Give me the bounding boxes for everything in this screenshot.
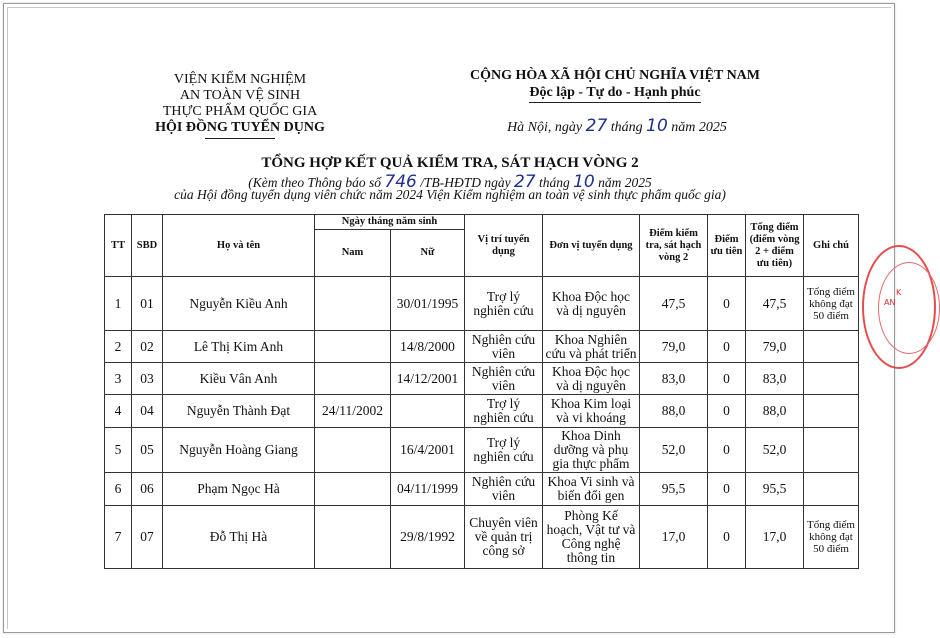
date-year: năm 2025 xyxy=(671,120,727,135)
national-motto: Độc lập - Tự do - Hạnh phúc xyxy=(529,84,700,103)
org-line-3: THỰC PHẨM QUỐC GIA xyxy=(162,104,318,119)
cell-name: Đỗ Thị Hà xyxy=(163,506,315,569)
cell-tt: 4 xyxy=(105,395,132,428)
table-row xyxy=(105,395,859,428)
cell-total: 83,0 xyxy=(746,363,804,395)
org-underline xyxy=(205,138,275,139)
header-note: Ghi chú xyxy=(804,215,859,277)
cell-name: Kiều Vân Anh xyxy=(163,363,315,395)
cell-score: 79,0 xyxy=(640,331,708,363)
cell-note: Tổng điểm không đạt 50 điểm xyxy=(804,277,859,331)
cell-tt: 2 xyxy=(105,331,132,363)
cell-total: 88,0 xyxy=(746,395,804,428)
cell-position: Chuyên viên về quản trị công sở xyxy=(465,506,543,569)
table-row xyxy=(105,506,859,569)
cell-position: Trợ lý nghiên cứu xyxy=(465,277,543,331)
cell-male xyxy=(315,331,391,363)
cell-name: Lê Thị Kim Anh xyxy=(163,331,315,363)
cell-male xyxy=(315,428,391,473)
cell-female: 14/8/2000 xyxy=(391,331,465,363)
cell-note xyxy=(804,363,859,395)
national-header xyxy=(450,67,780,103)
cell-note xyxy=(804,473,859,506)
org-line-4: HỘI ĐỒNG TUYỂN DỤNG xyxy=(155,120,325,135)
cell-name: Nguyễn Hoàng Giang xyxy=(163,428,315,473)
subtitle-suffix: năm 2025 xyxy=(598,175,652,190)
cell-male xyxy=(315,506,391,569)
header-sbd: SBD xyxy=(132,215,163,277)
org-line-2: AN TOÀN VỆ SINH xyxy=(179,88,301,103)
cell-sbd: 01 xyxy=(132,277,163,331)
cell-tt: 3 xyxy=(105,363,132,395)
national-title: CỘNG HÒA XÃ HỘI CHỦ NGHĨA VIỆT NAM xyxy=(469,68,760,83)
cell-unit: Khoa Độc học và dị nguyên xyxy=(543,363,640,395)
cell-note xyxy=(804,428,859,473)
document-date xyxy=(452,116,782,136)
cell-name: Phạm Ngọc Hà xyxy=(163,473,315,506)
cell-priority: 0 xyxy=(708,428,746,473)
table-row xyxy=(105,363,859,395)
table-row xyxy=(105,428,859,473)
cell-unit: Khoa Độc học và dị nguyên xyxy=(543,277,640,331)
cell-tt: 7 xyxy=(105,506,132,569)
issuing-organization xyxy=(120,72,360,139)
cell-position: Nghiên cứu viên xyxy=(465,331,543,363)
header-unit: Đơn vị tuyển dụng xyxy=(543,215,640,277)
header-tt: TT xyxy=(105,215,132,277)
header-female: Nữ xyxy=(391,230,465,277)
cell-score: 17,0 xyxy=(640,506,708,569)
cell-sbd: 06 xyxy=(132,473,163,506)
table-row xyxy=(105,277,859,331)
seal-text-1: K xyxy=(896,288,902,297)
cell-unit: Khoa Kim loại và vi khoáng xyxy=(543,395,640,428)
cell-female: 29/8/1992 xyxy=(391,506,465,569)
cell-unit: Khoa Nghiên cứu và phát triển xyxy=(543,331,640,363)
notice-number: 746 xyxy=(384,172,417,192)
date-month-label: tháng xyxy=(610,120,643,135)
cell-sbd: 02 xyxy=(132,331,163,363)
header-position: Vị trí tuyển dụng xyxy=(465,215,543,277)
cell-total: 52,0 xyxy=(746,428,804,473)
cell-position: Nghiên cứu viên xyxy=(465,363,543,395)
cell-name: Nguyễn Thành Đạt xyxy=(163,395,315,428)
cell-score: 52,0 xyxy=(640,428,708,473)
cell-female: 04/11/1999 xyxy=(391,473,465,506)
cell-total: 17,0 xyxy=(746,506,804,569)
cell-sbd: 04 xyxy=(132,395,163,428)
cell-male: 24/11/2002 xyxy=(315,395,391,428)
cell-tt: 6 xyxy=(105,473,132,506)
subtitle-month-label: tháng xyxy=(538,175,570,190)
cell-priority: 0 xyxy=(708,331,746,363)
date-day: 27 xyxy=(585,116,608,136)
document-subtitle-2: của Hội đồng tuyển dụng viên chức năm 2024 Viện Kiểm nghiệm an toàn vệ sinh thực phẩm quốc gia) xyxy=(174,187,726,202)
cell-male xyxy=(315,473,391,506)
cell-female xyxy=(391,395,465,428)
table-row xyxy=(105,473,859,506)
cell-score: 88,0 xyxy=(640,395,708,428)
cell-priority: 0 xyxy=(708,506,746,569)
header-total: Tổng điểm (điểm vòng 2 + điểm ưu tiên) xyxy=(746,215,804,277)
cell-position: Nghiên cứu viên xyxy=(465,473,543,506)
cell-sbd: 05 xyxy=(132,428,163,473)
cell-priority: 0 xyxy=(708,363,746,395)
notice-day: 27 xyxy=(513,172,536,192)
cell-priority: 0 xyxy=(708,473,746,506)
notice-month: 10 xyxy=(573,172,595,192)
cell-position: Trợ lý nghiên cứu xyxy=(465,395,543,428)
header-dob: Ngày tháng năm sinh xyxy=(315,215,465,230)
cell-unit: Khoa Dinh dưỡng và phụ gia thực phẩm xyxy=(543,428,640,473)
cell-total: 47,5 xyxy=(746,277,804,331)
cell-sbd: 07 xyxy=(132,506,163,569)
cell-male xyxy=(315,277,391,331)
cell-name: Nguyễn Kiều Anh xyxy=(163,277,315,331)
date-prefix: Hà Nội, ngày xyxy=(507,120,583,135)
header-score: Điểm kiểm tra, sát hạch vòng 2 xyxy=(640,215,708,277)
cell-priority: 0 xyxy=(708,277,746,331)
date-month: 10 xyxy=(646,116,668,136)
seal-text-2: AN xyxy=(884,298,896,307)
cell-position: Trợ lý nghiên cứu xyxy=(465,428,543,473)
cell-priority: 0 xyxy=(708,395,746,428)
table-row xyxy=(105,331,859,363)
header-male: Nam xyxy=(315,230,391,277)
cell-total: 95,5 xyxy=(746,473,804,506)
cell-tt: 1 xyxy=(105,277,132,331)
document-title: TỔNG HỢP KẾT QUẢ KIỂM TRA, SÁT HẠCH VÒNG 2 xyxy=(261,155,639,171)
cell-female: 30/01/1995 xyxy=(391,277,465,331)
cell-unit: Phòng Kế hoạch, Vật tư và Công nghệ thông tin xyxy=(543,506,640,569)
cell-female: 16/4/2001 xyxy=(391,428,465,473)
cell-score: 47,5 xyxy=(640,277,708,331)
official-seal-inner-ring xyxy=(878,262,940,354)
cell-sbd: 03 xyxy=(132,363,163,395)
cell-note xyxy=(804,331,859,363)
cell-tt: 5 xyxy=(105,428,132,473)
cell-score: 83,0 xyxy=(640,363,708,395)
results-table xyxy=(104,214,859,569)
subtitle-mid: /TB-HĐTD ngày xyxy=(420,175,511,190)
cell-unit: Khoa Vi sinh và biến đổi gen xyxy=(543,473,640,506)
seal-text xyxy=(884,288,901,308)
cell-total: 79,0 xyxy=(746,331,804,363)
cell-female: 14/12/2001 xyxy=(391,363,465,395)
cell-note: Tổng điểm không đạt 50 điểm xyxy=(804,506,859,569)
org-line-1: VIỆN KIỂM NGHIỆM xyxy=(173,72,307,87)
cell-male xyxy=(315,363,391,395)
header-priority: Điểm ưu tiên xyxy=(708,215,746,277)
header-name: Họ và tên xyxy=(163,215,315,277)
cell-score: 95,5 xyxy=(640,473,708,506)
cell-note xyxy=(804,395,859,428)
subtitle-prefix: (Kèm theo Thông báo số xyxy=(248,175,381,190)
